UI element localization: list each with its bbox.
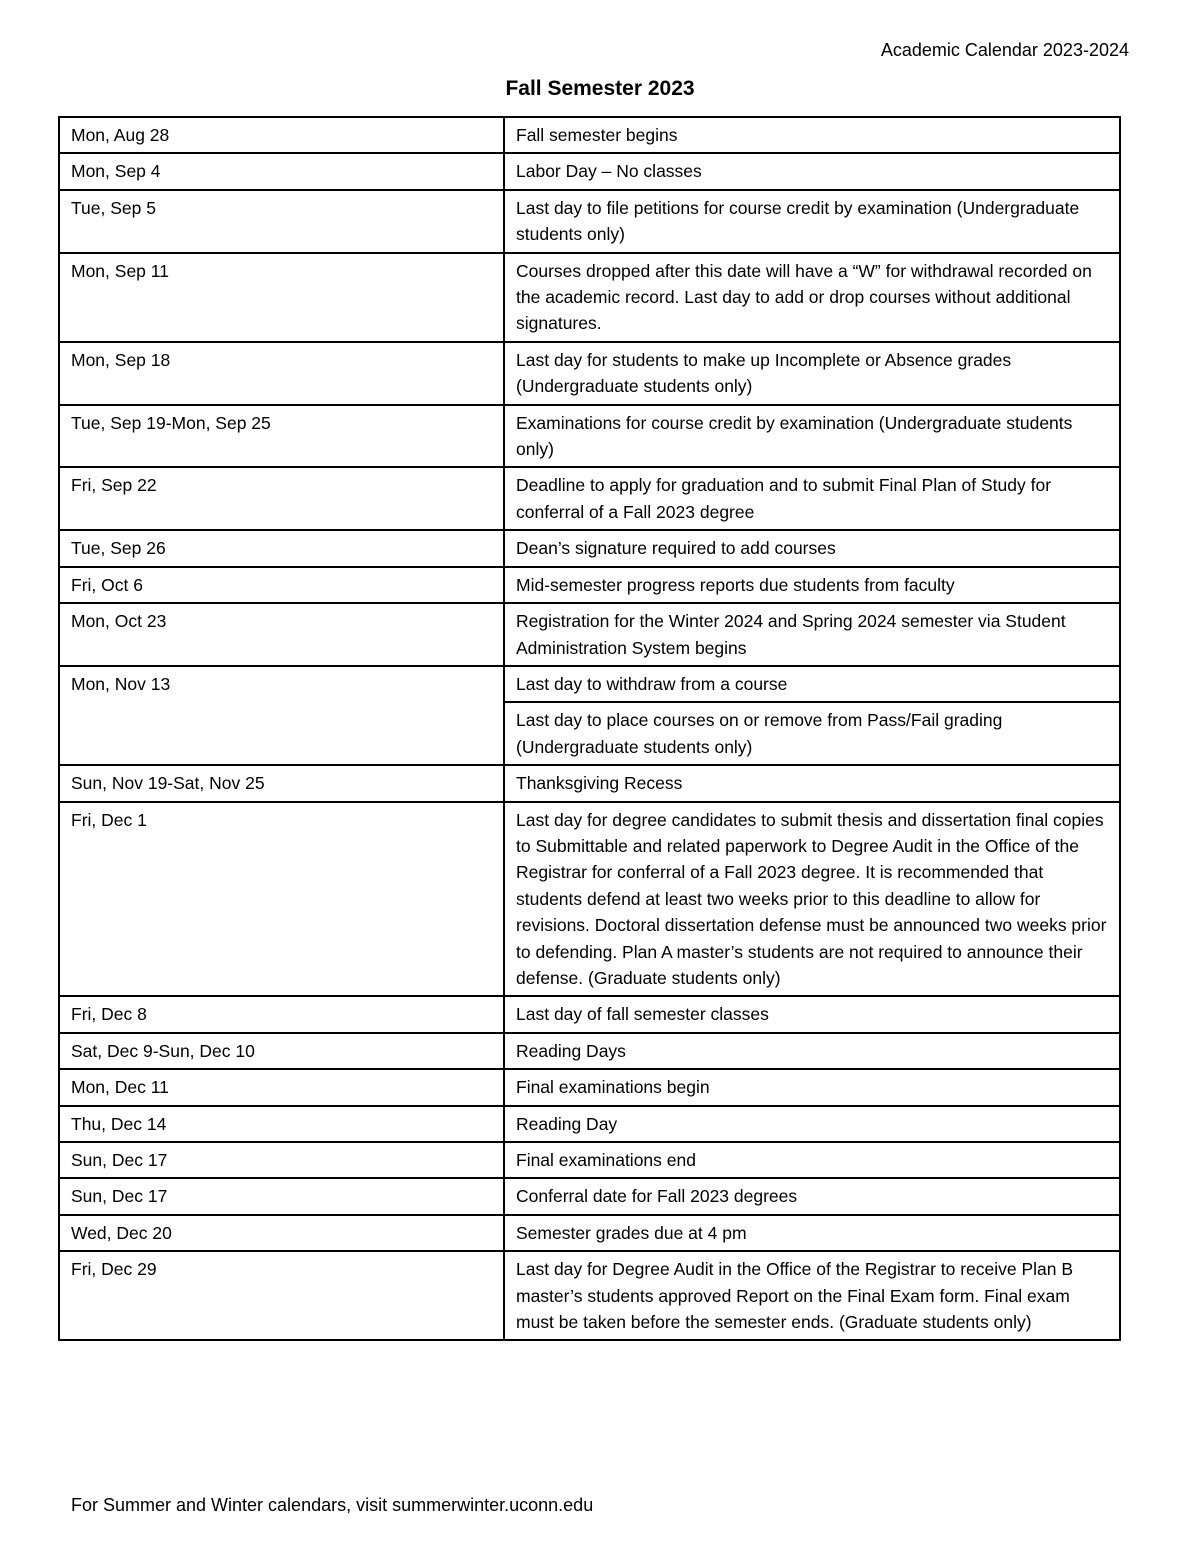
table-row <box>59 567 1120 603</box>
date-cell: Mon, Sep 4 <box>59 153 504 189</box>
date-cell: Sun, Dec 17 <box>59 1142 504 1178</box>
table-row <box>59 253 1120 342</box>
date-cell: Sat, Dec 9-Sun, Dec 10 <box>59 1033 504 1069</box>
table-row <box>59 530 1120 566</box>
event-cell: Last day to place courses on or remove from Pass/Fail grading (Undergraduate students only) <box>504 702 1120 765</box>
date-cell: Mon, Sep 11 <box>59 253 504 342</box>
table-row <box>59 1251 1120 1340</box>
table-row <box>59 342 1120 405</box>
date-cell: Mon, Nov 13 <box>59 666 504 765</box>
event-cell: Last day to withdraw from a course <box>504 666 1120 702</box>
date-cell: Tue, Sep 26 <box>59 530 504 566</box>
event-cell: Examinations for course credit by examination (Undergraduate students only) <box>504 405 1120 468</box>
table-row <box>59 765 1120 801</box>
event-cell: Reading Days <box>504 1033 1120 1069</box>
table-row <box>59 405 1120 468</box>
event-cell: Courses dropped after this date will have a “W” for withdrawal recorded on the academic record. Last day to add or drop courses without additional signatures. <box>504 253 1120 342</box>
table-row <box>59 1178 1120 1214</box>
date-cell: Wed, Dec 20 <box>59 1215 504 1251</box>
event-cell: Last day of fall semester classes <box>504 996 1120 1032</box>
table-row <box>59 1069 1120 1105</box>
event-cell: Final examinations begin <box>504 1069 1120 1105</box>
table-row <box>59 666 1120 702</box>
table-row <box>59 603 1120 666</box>
date-cell: Fri, Dec 1 <box>59 802 504 997</box>
date-cell: Sun, Dec 17 <box>59 1178 504 1214</box>
calendar-year-header: Academic Calendar 2023-2024 <box>880 40 1129 60</box>
table-row <box>59 153 1120 189</box>
fall-calendar-table <box>58 116 1121 1341</box>
table-row <box>59 117 1120 153</box>
event-cell: Last day for degree candidates to submit thesis and dissertation final copies to Submittable and related paperwork to Degree Audit in the Office of the Registrar for conferral of a Fall 2023 degree. It is recommended that students defend at least two weeks prior to this deadline to allow for revisions. Doctoral dissertation defense must be announced two weeks prior to defending. Plan A master’s students are not required to announce their defense. (Graduate students only) <box>504 802 1120 997</box>
table-row <box>59 1106 1120 1142</box>
table-row <box>59 467 1120 530</box>
page-title: Fall Semester 2023 <box>505 77 695 100</box>
event-cell: Fall semester begins <box>504 117 1120 153</box>
event-cell: Conferral date for Fall 2023 degrees <box>504 1178 1120 1214</box>
event-cell: Last day for students to make up Incomplete or Absence grades (Undergraduate students only) <box>504 342 1120 405</box>
table-row <box>59 1142 1120 1178</box>
date-cell: Tue, Sep 5 <box>59 190 504 253</box>
table-row <box>59 996 1120 1032</box>
event-cell: Labor Day – No classes <box>504 153 1120 189</box>
table-row <box>59 1033 1120 1069</box>
date-cell: Thu, Dec 14 <box>59 1106 504 1142</box>
date-cell: Mon, Aug 28 <box>59 117 504 153</box>
date-cell: Fri, Oct 6 <box>59 567 504 603</box>
event-cell: Deadline to apply for graduation and to submit Final Plan of Study for conferral of a Fall 2023 degree <box>504 467 1120 530</box>
footer-note: For Summer and Winter calendars, visit summerwinter.uconn.edu <box>71 1495 594 1515</box>
date-cell: Fri, Dec 8 <box>59 996 504 1032</box>
date-cell: Tue, Sep 19-Mon, Sep 25 <box>59 405 504 468</box>
date-cell: Fri, Dec 29 <box>59 1251 504 1340</box>
event-cell: Last day to file petitions for course credit by examination (Undergraduate students only) <box>504 190 1120 253</box>
table-row <box>59 802 1120 997</box>
date-cell: Sun, Nov 19-Sat, Nov 25 <box>59 765 504 801</box>
event-cell: Final examinations end <box>504 1142 1120 1178</box>
table-row <box>59 190 1120 253</box>
event-cell: Reading Day <box>504 1106 1120 1142</box>
date-cell: Mon, Oct 23 <box>59 603 504 666</box>
event-cell: Mid-semester progress reports due students from faculty <box>504 567 1120 603</box>
event-cell: Semester grades due at 4 pm <box>504 1215 1120 1251</box>
date-cell: Fri, Sep 22 <box>59 467 504 530</box>
event-cell: Thanksgiving Recess <box>504 765 1120 801</box>
event-cell: Dean’s signature required to add courses <box>504 530 1120 566</box>
date-cell: Mon, Sep 18 <box>59 342 504 405</box>
event-cell: Last day for Degree Audit in the Office of the Registrar to receive Plan B master’s students approved Report on the Final Exam form. Final exam must be taken before the semester ends. (Graduate students only) <box>504 1251 1120 1340</box>
table-row <box>59 1215 1120 1251</box>
date-cell: Mon, Dec 11 <box>59 1069 504 1105</box>
event-cell: Registration for the Winter 2024 and Spring 2024 semester via Student Administration System begins <box>504 603 1120 666</box>
